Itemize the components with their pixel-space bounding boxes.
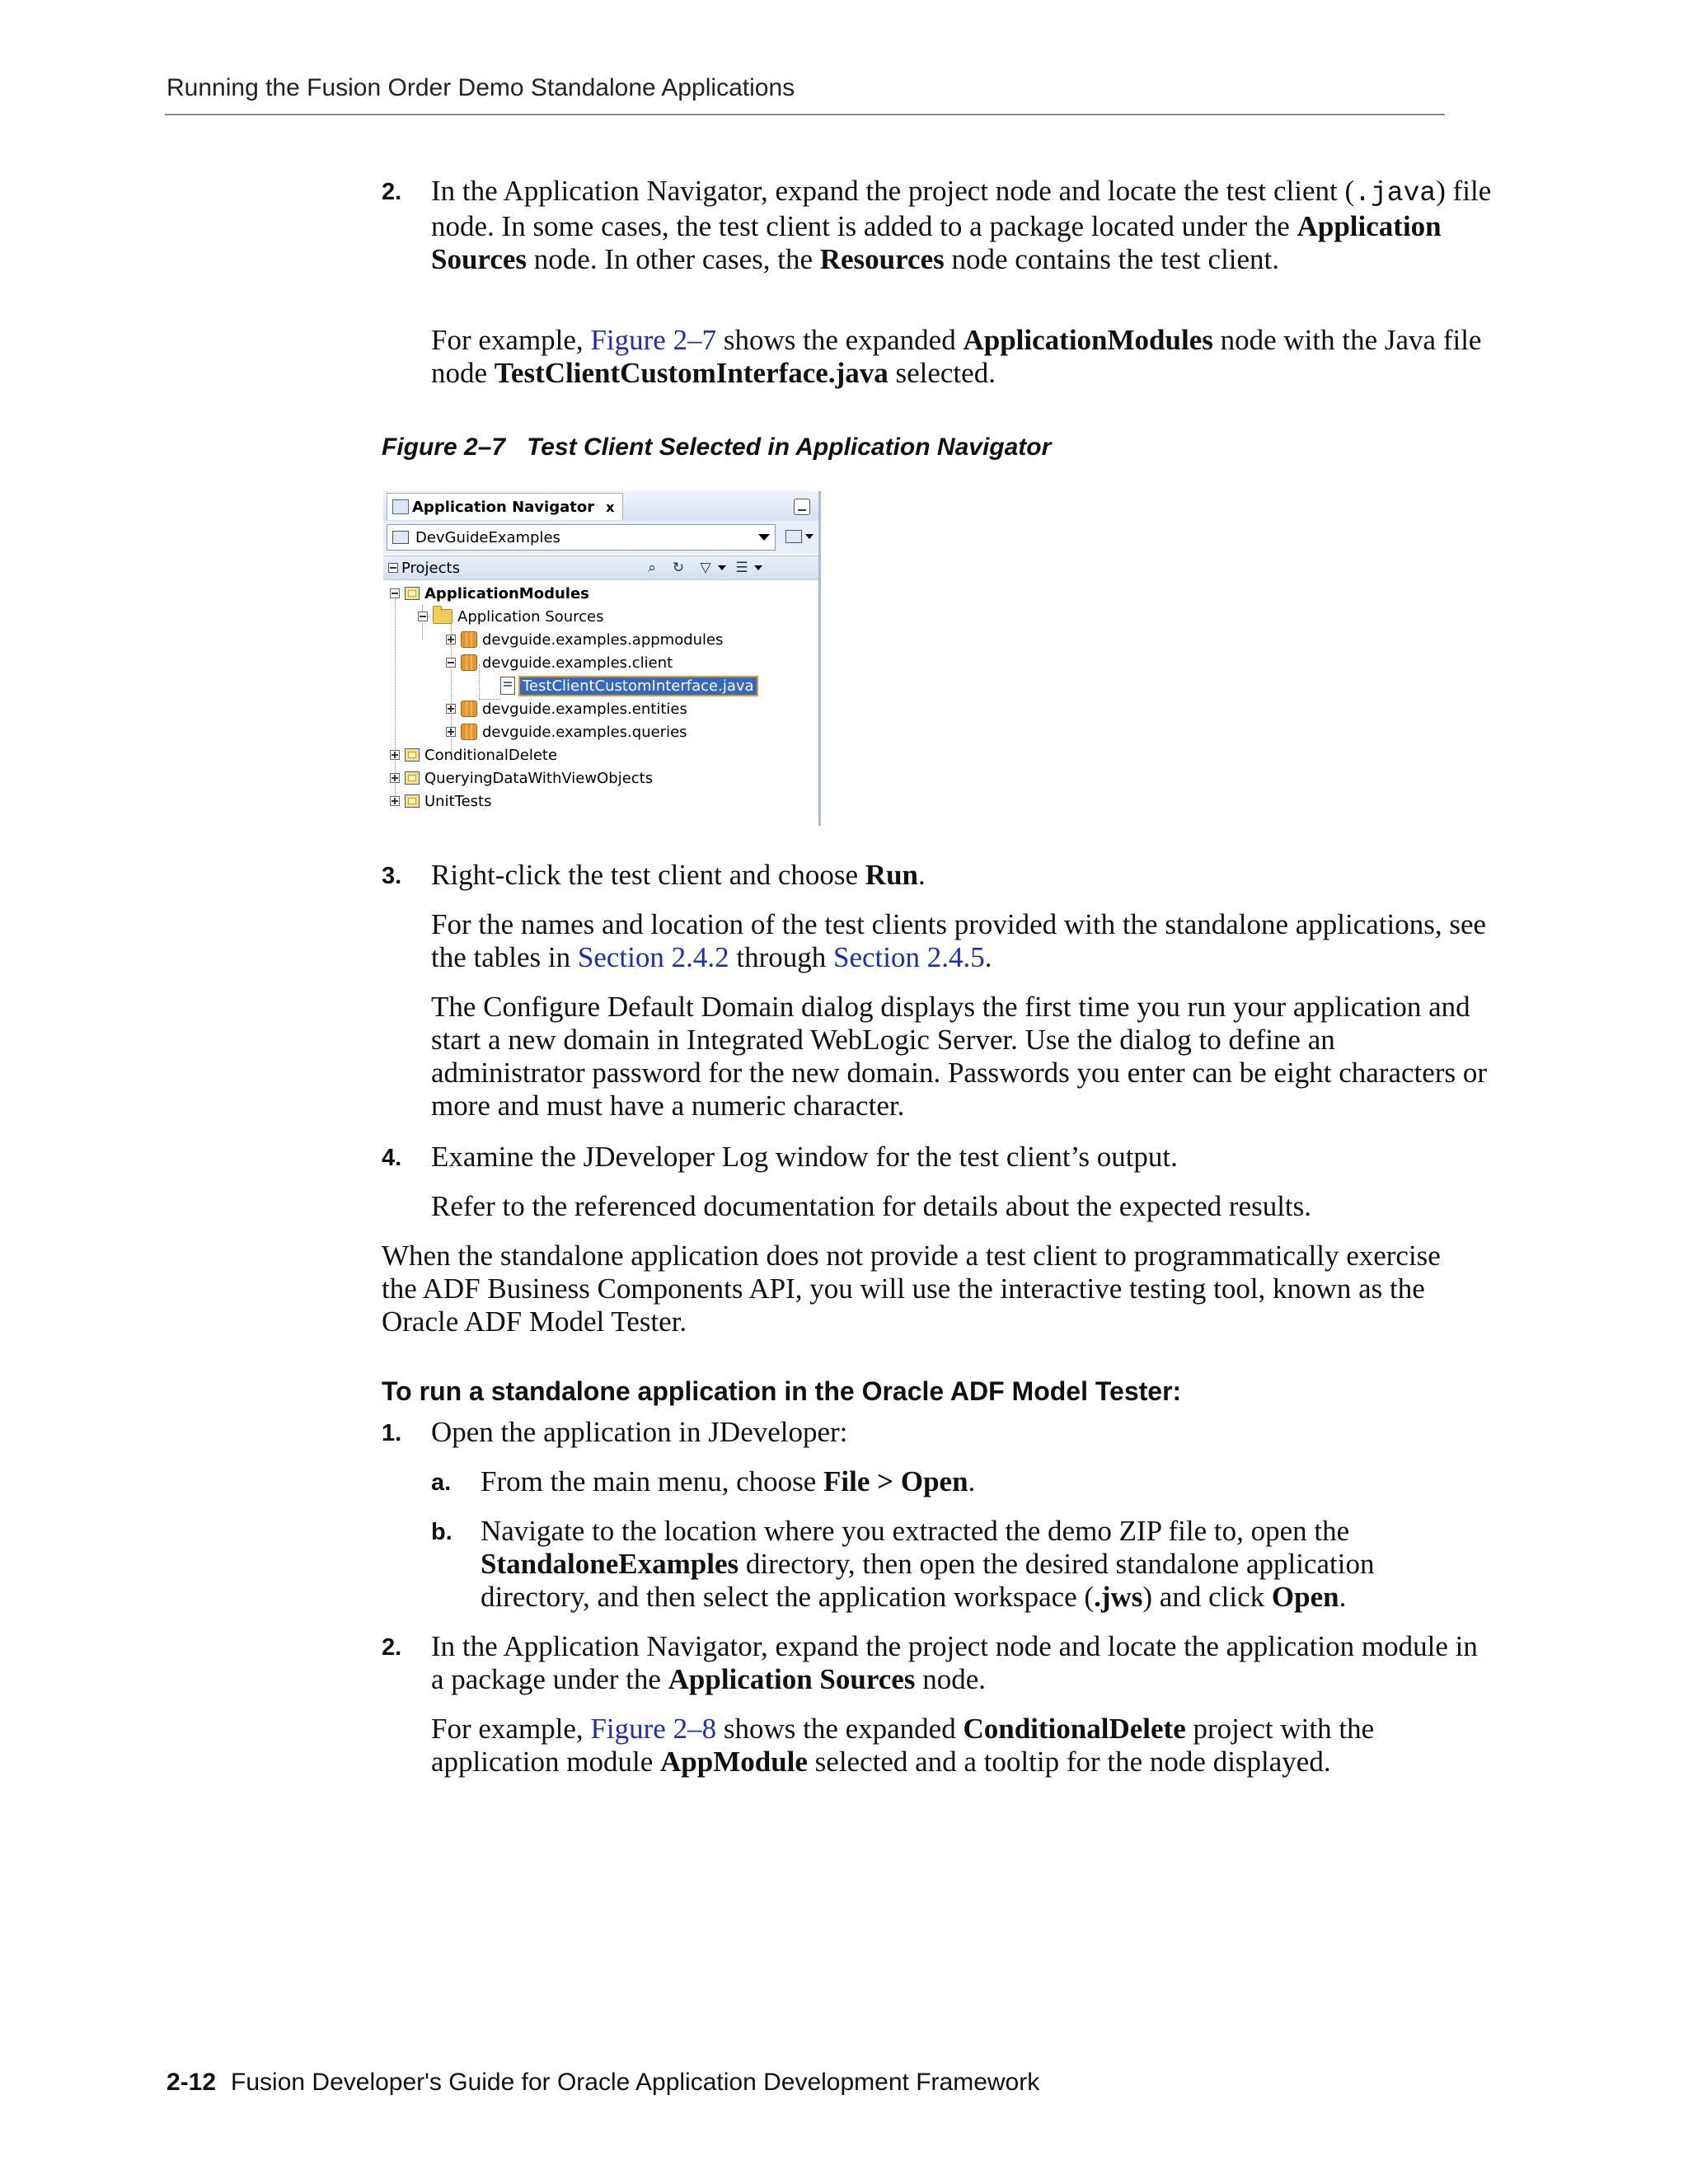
tree-node-project[interactable]: QueryingDataWithViewObjects	[390, 766, 653, 790]
collapse-icon[interactable]	[418, 612, 428, 621]
step-3-text: Right-click the test client and choose Run.	[431, 859, 926, 891]
projects-label: Projects	[401, 559, 460, 577]
substep-a-text: From the main menu, choose File > Open.	[481, 1465, 976, 1497]
procedure-example-paragraph: For example, Figure 2–8 shows the expanded ConditionalDelete project with the application module AppModule selected and a tooltip for the node displayed.	[431, 1713, 1375, 1778]
application-menu-icon	[785, 530, 802, 543]
procedure-step-2-text: In the Application Navigator, expand the project node and locate the application module in a package under the Application Sources node.	[431, 1630, 1478, 1695]
application-dropdown[interactable]	[387, 524, 776, 551]
close-icon[interactable]: x	[606, 499, 615, 515]
tree-node-project[interactable]: ConditionalDelete	[390, 743, 557, 766]
application-selector-row	[383, 521, 818, 554]
application-menu-button[interactable]	[779, 524, 815, 549]
step-number: 2.	[382, 1634, 402, 1661]
chevron-down-icon	[805, 534, 814, 539]
header-rule	[165, 114, 1445, 115]
projects-toolbar	[383, 555, 818, 580]
expand-icon[interactable]	[446, 727, 456, 737]
java-file-icon	[500, 677, 515, 695]
project-tree	[383, 582, 818, 826]
package-icon	[461, 631, 477, 648]
collapse-projects-icon[interactable]	[388, 563, 398, 573]
test-clients-paragraph: For the names and location of the test clients provided with the standalone applications, see the tables in Section 2.4.2 through Section 2.4.5.	[431, 908, 1487, 973]
navigator-icon	[392, 499, 409, 514]
application-navigator-tab[interactable]	[387, 493, 623, 520]
substep-letter: a.	[431, 1469, 452, 1496]
folder-icon	[433, 609, 452, 624]
figure-2-8-link[interactable]: Figure 2–8	[590, 1713, 717, 1745]
tree-node-application-sources[interactable]: Application Sources	[418, 605, 604, 628]
expand-icon[interactable]	[390, 750, 400, 760]
tree-node-package[interactable]: devguide.examples.entities	[446, 697, 687, 720]
project-icon	[405, 748, 420, 762]
step-number: 3.	[382, 863, 402, 889]
project-icon	[405, 587, 420, 600]
configure-domain-paragraph: The Configure Default Domain dialog displays the first time you run your application and start a new domain in Integrated WebLogic Server. Use the dialog to define an administrator password for the new domain. Passwords you enter can be eight characters or more and must have a numeric character.	[431, 991, 1488, 1122]
tree-options-icon[interactable]: ☰	[735, 560, 748, 576]
package-icon	[461, 701, 477, 717]
expand-icon[interactable]	[390, 773, 400, 783]
tab-label: Application Navigator	[412, 498, 595, 516]
model-tester-paragraph: When the standalone application does not provide a test client to programmatically exercise the ADF Business Components API, you will use the interactive testing tool, known as the Oracle ADF Model Tester.	[382, 1240, 1441, 1338]
refer-paragraph: Refer to the referenced documentation for details about the expected results.	[431, 1190, 1312, 1222]
step-number: 2.	[382, 179, 402, 205]
navigator-tab-bar	[383, 491, 818, 522]
figure-label: Figure 2–7	[382, 434, 506, 461]
procedure-step-1-text: Open the application in JDeveloper:	[431, 1416, 848, 1448]
expand-icon[interactable]	[446, 704, 456, 714]
application-name: DevGuideExamples	[415, 528, 560, 546]
figure-title: Test Client Selected in Application Navigator	[527, 434, 1052, 461]
procedure-heading: To run a standalone application in the Oracle ADF Model Tester:	[382, 1376, 1182, 1406]
package-icon	[461, 724, 477, 740]
step-4-text: Examine the JDeveloper Log window for the test client’s output.	[431, 1141, 1178, 1173]
application-navigator-panel	[383, 491, 821, 826]
tree-node-applicationmodules[interactable]: ApplicationModules	[390, 582, 589, 605]
step-number: 1.	[382, 1420, 402, 1446]
minimize-button[interactable]	[794, 499, 810, 515]
tree-node-package[interactable]: devguide.examples.queries	[446, 720, 687, 743]
figure-caption	[382, 434, 1051, 462]
step-2-text: In the Application Navigator, expand the project node and locate the test client (.java) file node. In some cases, the test client is added to a package located under the Application Sources node. In other cases, the Resources node contains the test client.	[431, 175, 1492, 275]
collapse-icon[interactable]	[390, 588, 400, 598]
chevron-down-icon	[718, 565, 726, 570]
search-icon[interactable]: ⌕	[648, 560, 656, 576]
page-footer	[166, 2069, 1039, 2097]
substep-letter: b.	[431, 1519, 452, 1545]
project-icon	[405, 794, 420, 808]
tree-node-package[interactable]: devguide.examples.appmodules	[446, 628, 724, 651]
tree-node-package[interactable]: devguide.examples.client	[446, 651, 673, 674]
workspace-icon	[392, 531, 409, 544]
book-title: Fusion Developer's Guide for Oracle Application Development Framework	[231, 2069, 1040, 2096]
expand-icon[interactable]	[446, 635, 456, 644]
step-number: 4.	[382, 1145, 402, 1171]
tree-node-project[interactable]: UnitTests	[390, 790, 491, 813]
project-icon	[405, 771, 420, 785]
example-paragraph: For example, Figure 2–7 shows the expanded ApplicationModules node with the Java file node TestClientCustomInterface.java selected.	[431, 324, 1482, 389]
section-2-4-2-link[interactable]: Section 2.4.2	[577, 941, 729, 973]
chevron-down-icon	[758, 534, 770, 541]
filter-icon[interactable]: ▽	[700, 560, 711, 576]
collapse-icon[interactable]	[446, 658, 456, 668]
section-2-4-5-link[interactable]: Section 2.4.5	[833, 941, 985, 973]
chevron-down-icon	[754, 565, 762, 570]
page-number: 2-12	[166, 2069, 217, 2096]
sync-icon[interactable]: ↻	[672, 560, 685, 576]
running-header: Running the Fusion Order Demo Standalone Applications	[166, 74, 795, 101]
substep-b-text: Navigate to the location where you extracted the demo ZIP file to, open the StandaloneExamples directory, then open the desired standalone application directory, and then select the application workspace (.jws) and click Open.	[481, 1515, 1375, 1613]
figure-2-7-link[interactable]: Figure 2–7	[590, 324, 717, 356]
expand-icon[interactable]	[390, 796, 400, 806]
tree-node-java-file-selected[interactable]: TestClientCustomInterface.java	[500, 674, 757, 697]
package-icon	[461, 654, 477, 671]
